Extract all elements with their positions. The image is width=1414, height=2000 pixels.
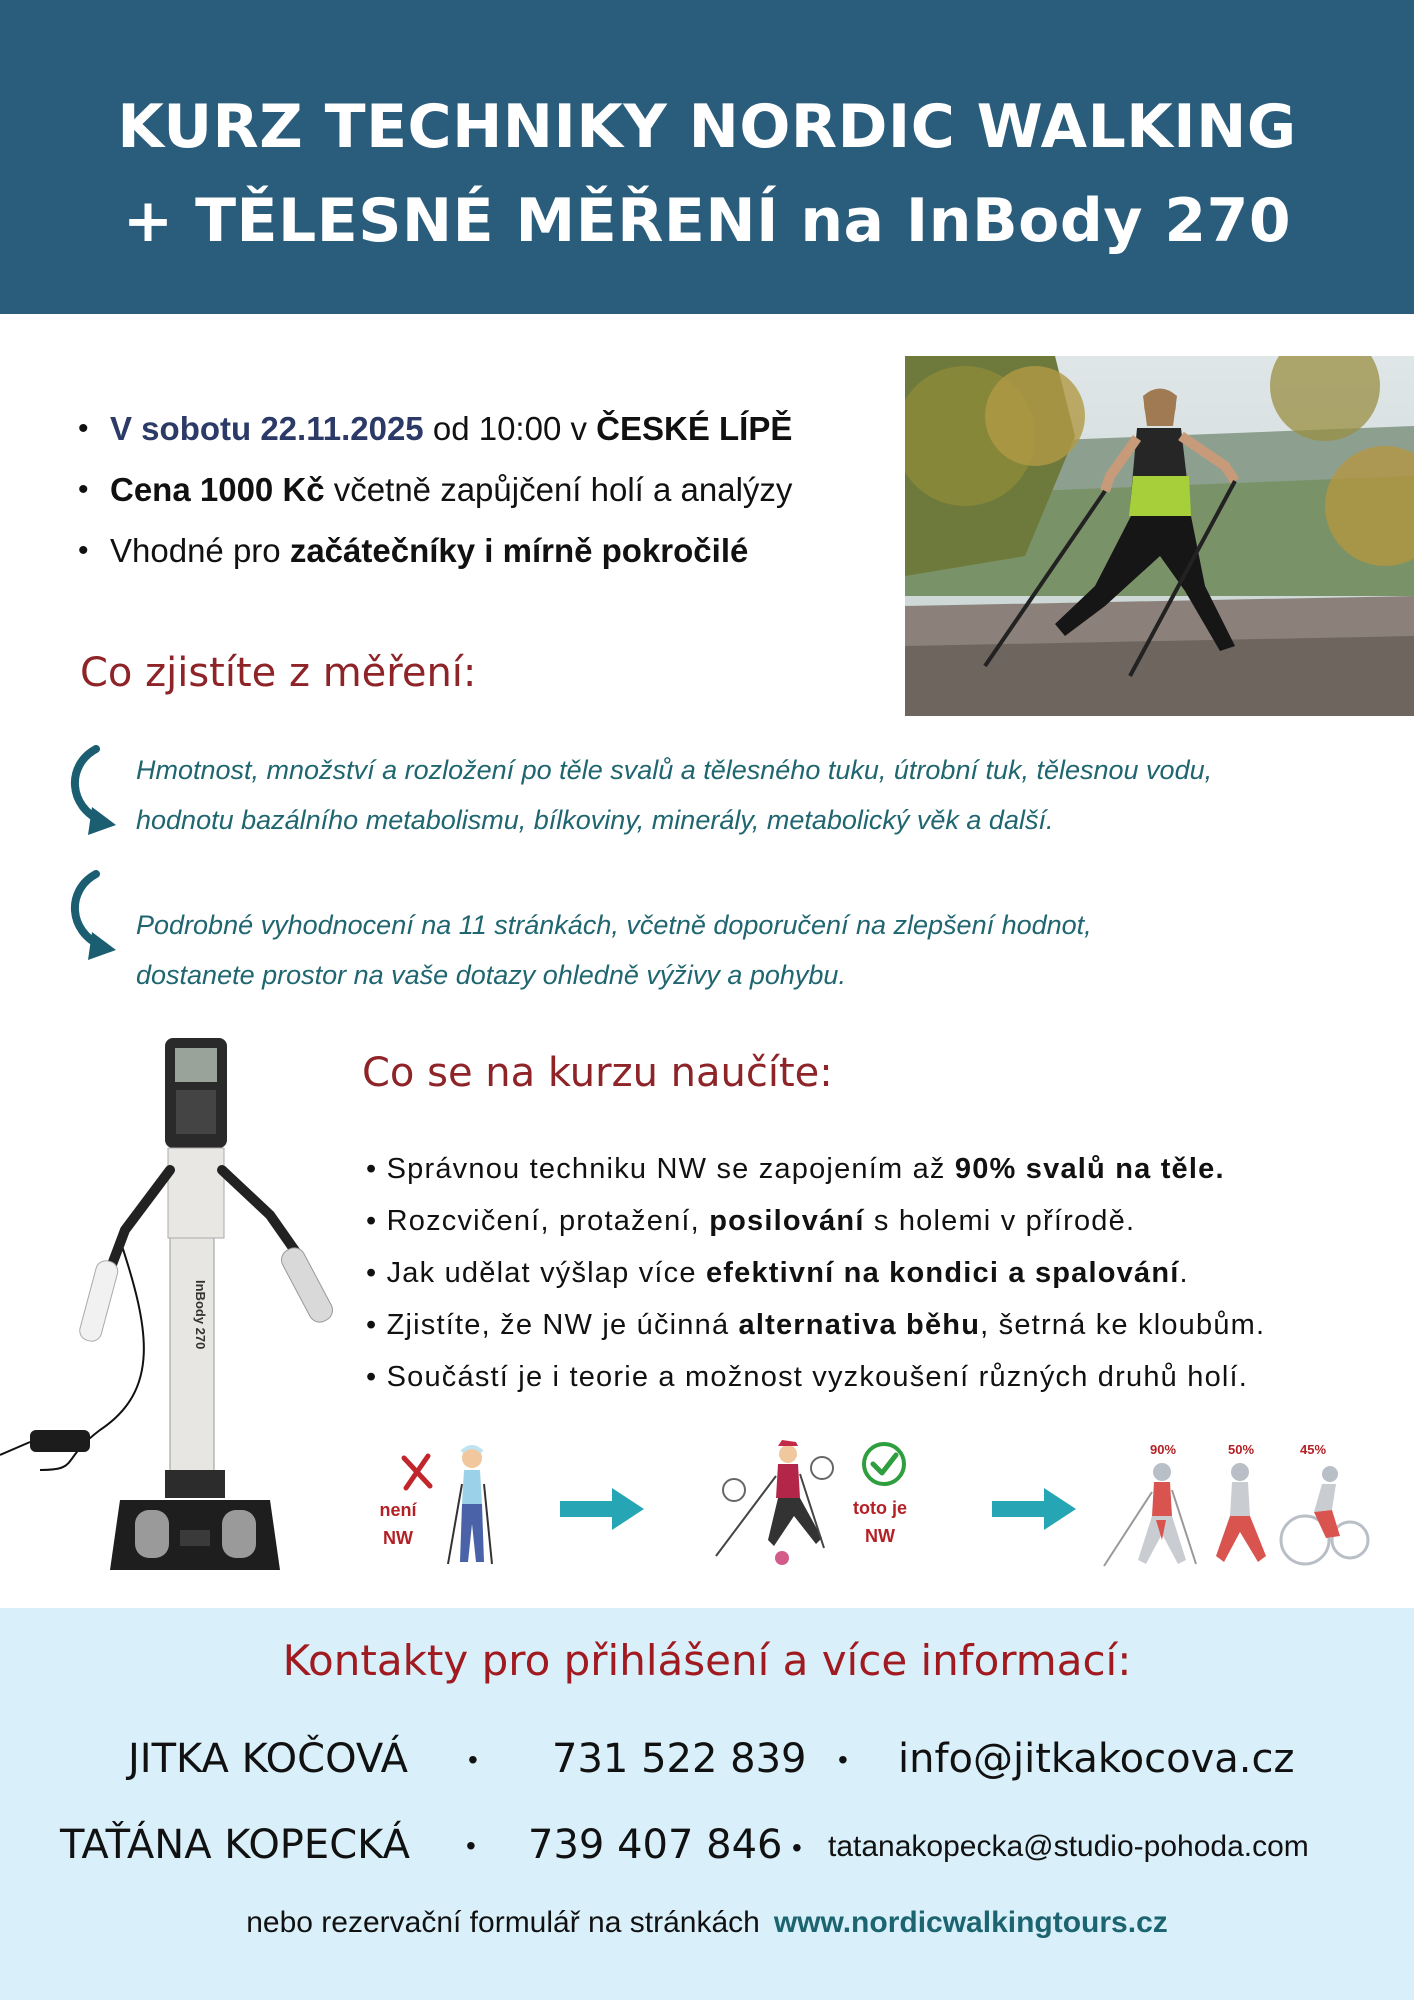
contact-email-1[interactable]: info@jitkakocova.cz [898, 1736, 1295, 1782]
event-level: • Vhodné pro začátečníky i mírně pokročilé [78, 520, 898, 581]
header-banner [0, 0, 1414, 314]
cross-icon [398, 1452, 436, 1492]
curved-arrow-icon [64, 745, 124, 840]
page-title-line2: + TĚLESNÉ MĚŘENÍ na InBody 270 [122, 186, 1292, 256]
scale-brand-label: InBody 270 [193, 1280, 208, 1350]
measurement-title: Co zjistíte z měření: [80, 650, 477, 696]
event-price: • Cena 1000 Kč včetně zapůjčení holí a analýzy [78, 459, 898, 520]
course-list [366, 1143, 1406, 1403]
course-item: • Jak udělat výšlap více efektivní na kondici a spalování. [366, 1257, 1189, 1289]
arrow-right-icon [992, 1488, 1076, 1530]
curved-arrow-icon [64, 870, 124, 965]
muscle-comparison-figures-icon [1100, 1460, 1370, 1570]
separator-dot: • [468, 1744, 478, 1775]
check-circle-icon [860, 1440, 908, 1488]
pct-running: 50% [1228, 1442, 1255, 1457]
inbody-scale-image [0, 1030, 360, 1580]
booking-form-line: nebo rezervační formulář na stránkách www.nordicwalkingtours.cz [246, 1906, 1168, 1939]
event-details [78, 398, 898, 581]
contact-name-1: JITKA KOČOVÁ [128, 1736, 409, 1782]
separator-dot: • [792, 1832, 802, 1863]
course-item: • Rozcvičení, protažení, posilování s holemi v přírodě. [366, 1205, 1136, 1237]
is-nw-label: toto je NW [853, 1498, 907, 1546]
course-item: • Součástí je i teorie a možnost vyzkoušení různých druhů holí. [366, 1361, 1249, 1393]
correct-technique-walker-icon [712, 1440, 842, 1566]
course-item: • Zjistíte, že NW je účinná alternativa běhu, šetrná ke kloubům. [366, 1309, 1266, 1341]
wrong-technique-walker-icon [436, 1444, 506, 1572]
nordic-walker-photo [905, 356, 1414, 716]
contact-phone-1[interactable]: 731 522 839 [552, 1736, 807, 1782]
separator-dot: • [838, 1744, 848, 1775]
contact-name-2: TAŤÁNA KOPECKÁ [60, 1822, 411, 1868]
measurement-info-2: Podrobné vyhodnocení na 11 stránkách, včetně doporučení na zlepšení hodnot, dostanete prostor na vaše dotazy ohledně výživy a pohybu. [136, 910, 1092, 990]
separator-dot: • [466, 1830, 476, 1861]
website-link[interactable]: www.nordicwalkingtours.cz [773, 1906, 1168, 1939]
page-title-line1: KURZ TECHNIKY NORDIC WALKING [117, 92, 1297, 162]
contacts-title: Kontakty pro přihlášení a více informací: [282, 1636, 1132, 1685]
pct-nordic-walking: 90% [1150, 1442, 1177, 1457]
arrow-right-icon [560, 1488, 644, 1530]
event-date: • V sobotu 22.11.2025 od 10:00 v ČESKÉ LÍPĚ [78, 398, 898, 459]
course-item: • Správnou techniku NW se zapojením až 90% svalů na těle. [366, 1153, 1225, 1185]
contact-email-2[interactable]: tatanakopecka@studio-pohoda.com [828, 1830, 1309, 1863]
not-nw-label: není NW [379, 1500, 417, 1548]
course-title: Co se na kurzu naučíte: [362, 1050, 833, 1096]
contact-phone-2[interactable]: 739 407 846 [528, 1822, 783, 1868]
measurement-info-1: Hmotnost, množství a rozložení po těle svalů a tělesného tuku, útrobní tuk, tělesnou vodu, hodnotu bazálního metabolismu, bílkoviny, minerály, metabolický věk a další. [136, 755, 1213, 835]
pct-cycling: 45% [1300, 1442, 1327, 1457]
